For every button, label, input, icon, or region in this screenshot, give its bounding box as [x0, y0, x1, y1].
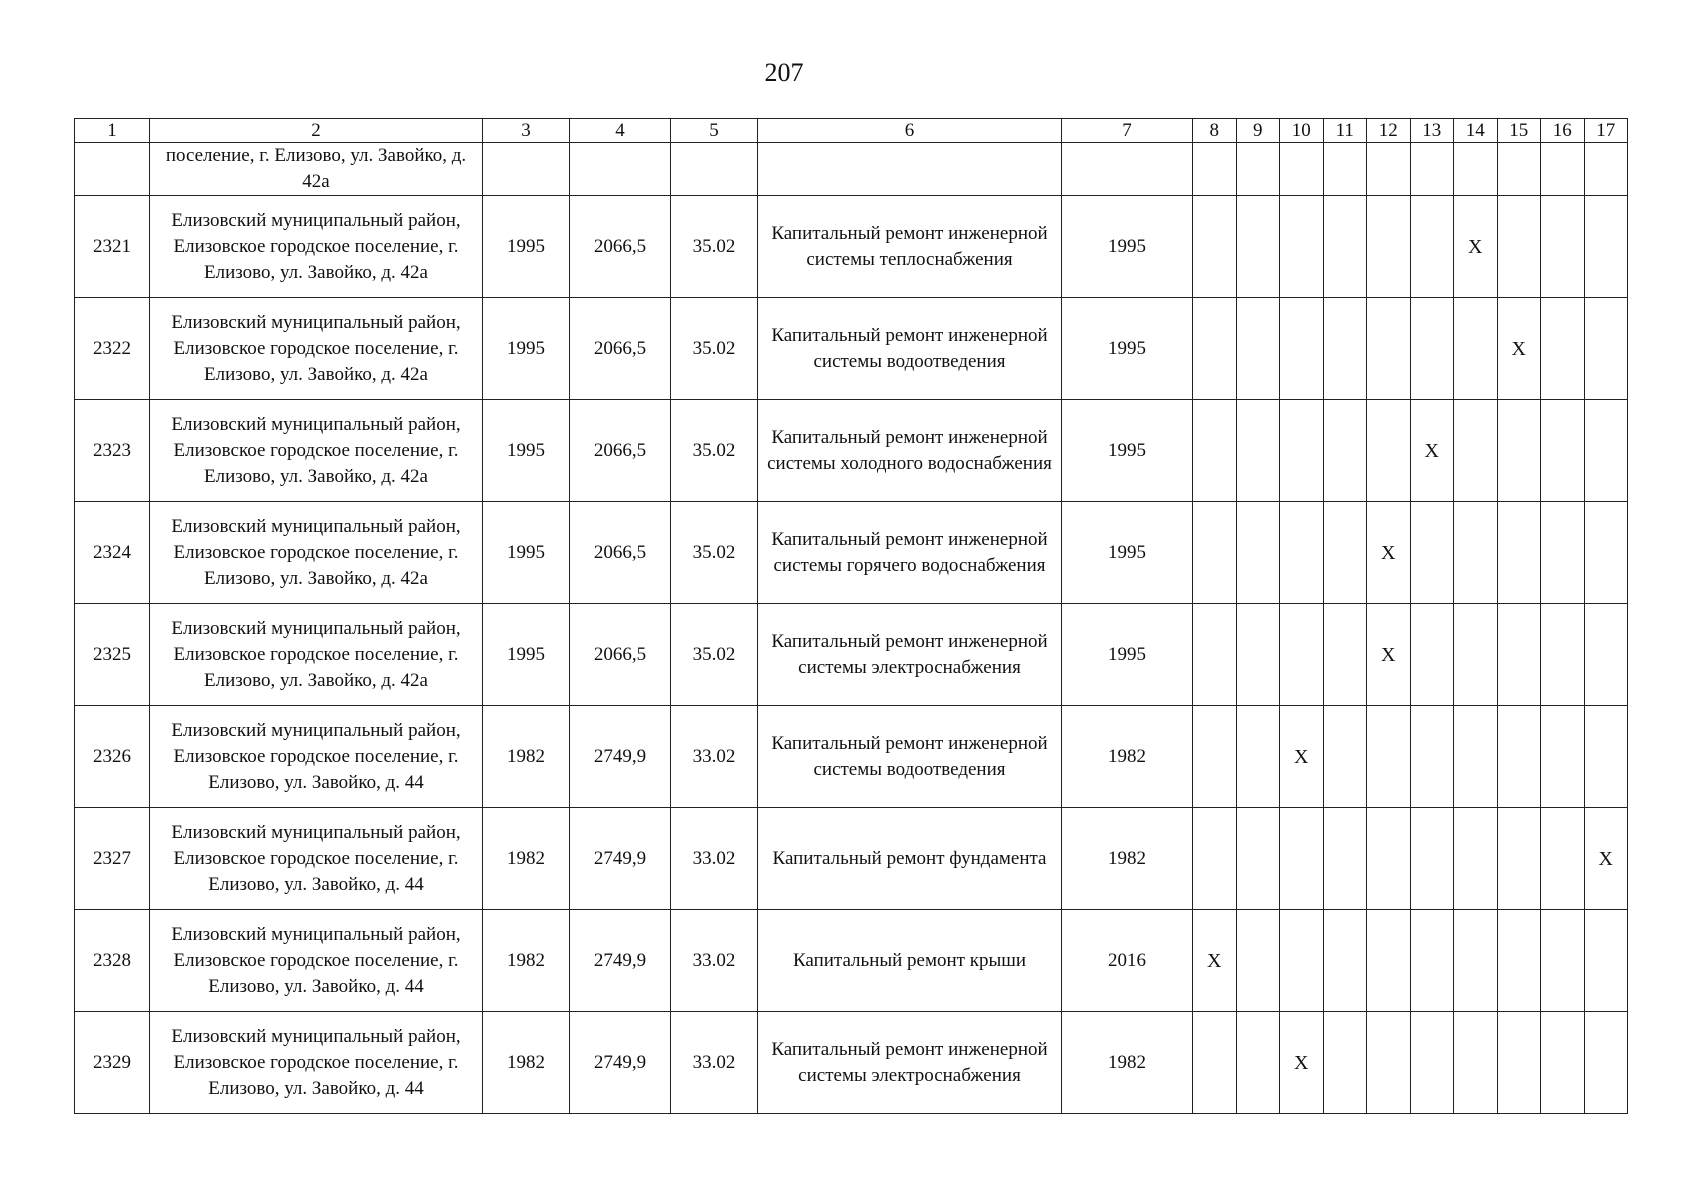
cell-empty	[1193, 604, 1237, 706]
cell-empty	[1584, 604, 1628, 706]
cell-build-year: 1982	[483, 808, 570, 910]
cell-empty	[1323, 143, 1367, 196]
column-header: 14	[1454, 119, 1498, 143]
table-row	[75, 502, 1628, 604]
table-row	[75, 298, 1628, 400]
cell-empty	[671, 143, 758, 196]
cell-work-type: Капитальный ремонт инженерной системы водоотведения	[758, 706, 1062, 808]
cell-empty	[1323, 502, 1367, 604]
column-header: 13	[1410, 119, 1454, 143]
cell-empty	[1584, 196, 1628, 298]
period-mark: X	[1367, 604, 1411, 706]
cell-work-type: Капитальный ремонт инженерной системы горячего водоснабжения	[758, 502, 1062, 604]
column-header: 8	[1193, 119, 1237, 143]
cell-wear-code: 33.02	[671, 910, 758, 1012]
cell-empty	[1497, 143, 1541, 196]
cell-build-year: 1982	[483, 910, 570, 1012]
column-header: 15	[1497, 119, 1541, 143]
cell-wear-code: 35.02	[671, 400, 758, 502]
cell-empty	[1497, 502, 1541, 604]
cell-empty	[1280, 400, 1324, 502]
cell-empty	[1280, 808, 1324, 910]
cell-empty	[1193, 1012, 1237, 1114]
cell-empty	[1236, 910, 1280, 1012]
cell-empty	[1193, 298, 1237, 400]
table-row	[75, 1012, 1628, 1114]
cell-address: Елизовский муниципальный район, Елизовское городское поселение, г. Елизово, ул. Завойко, д. 42а	[150, 400, 483, 502]
cell-empty	[1410, 808, 1454, 910]
cell-empty	[1584, 502, 1628, 604]
cell-empty	[1454, 298, 1498, 400]
cell-empty	[1541, 298, 1585, 400]
cell-work-type: Капитальный ремонт инженерной системы водоотведения	[758, 298, 1062, 400]
period-mark: X	[1280, 706, 1324, 808]
cell-work-type: Капитальный ремонт инженерной системы холодного водоснабжения	[758, 400, 1062, 502]
table-row	[75, 604, 1628, 706]
cell-empty	[1454, 1012, 1498, 1114]
cell-empty	[1541, 706, 1585, 808]
cell-address: Елизовский муниципальный район, Елизовское городское поселение, г. Елизово, ул. Завойко, д. 42а	[150, 196, 483, 298]
cell-build-year: 1995	[483, 604, 570, 706]
table-row	[75, 808, 1628, 910]
cell-work-type: Капитальный ремонт инженерной системы электроснабжения	[758, 604, 1062, 706]
cell-empty	[1280, 502, 1324, 604]
cell-work-year: 1995	[1062, 196, 1193, 298]
cell-area: 2749,9	[570, 910, 671, 1012]
cell-empty	[1541, 604, 1585, 706]
cell-empty	[1497, 604, 1541, 706]
cell-area: 2066,5	[570, 196, 671, 298]
cell-work-type: Капитальный ремонт крыши	[758, 910, 1062, 1012]
cell-address: Елизовский муниципальный район, Елизовское городское поселение, г. Елизово, ул. Завойко, д. 42а	[150, 604, 483, 706]
continuation-row	[75, 143, 1628, 196]
column-header: 17	[1584, 119, 1628, 143]
cell-area: 2749,9	[570, 808, 671, 910]
column-header: 4	[570, 119, 671, 143]
cell-empty	[1193, 502, 1237, 604]
period-mark: X	[1497, 298, 1541, 400]
cell-number: 2322	[75, 298, 150, 400]
cell-empty	[1410, 910, 1454, 1012]
cell-work-year: 1995	[1062, 400, 1193, 502]
cell-work-year: 1982	[1062, 808, 1193, 910]
cell-empty	[483, 143, 570, 196]
cell-number: 2329	[75, 1012, 150, 1114]
cell-empty	[1497, 196, 1541, 298]
cell-empty	[1584, 400, 1628, 502]
cell-address: Елизовский муниципальный район, Елизовское городское поселение, г. Елизово, ул. Завойко, д. 44	[150, 910, 483, 1012]
page-number: 207	[764, 58, 804, 87]
cell-empty	[1280, 196, 1324, 298]
cell-empty	[1367, 910, 1411, 1012]
cell-work-year: 1995	[1062, 604, 1193, 706]
cell-wear-code: 35.02	[671, 502, 758, 604]
cell-empty	[1323, 706, 1367, 808]
cell-empty	[1062, 143, 1193, 196]
cell-empty	[1367, 1012, 1411, 1114]
cell-empty	[1454, 502, 1498, 604]
cell-build-year: 1995	[483, 196, 570, 298]
table-row	[75, 400, 1628, 502]
cell-work-type: Капитальный ремонт инженерной системы электроснабжения	[758, 1012, 1062, 1114]
cell-number: 2326	[75, 706, 150, 808]
period-mark: X	[1454, 196, 1498, 298]
cell-empty	[758, 143, 1062, 196]
table-row	[75, 196, 1628, 298]
column-header: 11	[1323, 119, 1367, 143]
cell-empty	[1497, 1012, 1541, 1114]
register-table	[74, 118, 1628, 1114]
cell-empty	[1323, 808, 1367, 910]
period-mark: X	[1280, 1012, 1324, 1114]
period-mark: X	[1584, 808, 1628, 910]
cell-wear-code: 35.02	[671, 196, 758, 298]
cell-empty	[1323, 196, 1367, 298]
column-header: 5	[671, 119, 758, 143]
cell-empty	[1367, 400, 1411, 502]
cell-empty	[1584, 298, 1628, 400]
cell-empty	[1497, 808, 1541, 910]
cell-wear-code: 35.02	[671, 298, 758, 400]
cell-empty	[570, 143, 671, 196]
cell-empty	[1584, 143, 1628, 196]
cell-empty	[1541, 196, 1585, 298]
cell-empty	[1236, 400, 1280, 502]
table-row	[75, 706, 1628, 808]
cell-empty	[1323, 910, 1367, 1012]
cell-build-year: 1982	[483, 706, 570, 808]
cell-empty	[1367, 143, 1411, 196]
cell-no	[75, 143, 150, 196]
cell-empty	[1497, 706, 1541, 808]
cell-build-year: 1982	[483, 1012, 570, 1114]
cell-empty	[1410, 502, 1454, 604]
cell-work-year: 1995	[1062, 298, 1193, 400]
cell-work-year: 1982	[1062, 1012, 1193, 1114]
cell-area: 2066,5	[570, 400, 671, 502]
column-header: 3	[483, 119, 570, 143]
cell-empty	[1454, 400, 1498, 502]
cell-area: 2749,9	[570, 706, 671, 808]
cell-address: Елизовский муниципальный район, Елизовское городское поселение, г. Елизово, ул. Завойко, д. 44	[150, 808, 483, 910]
cell-area: 2066,5	[570, 502, 671, 604]
cell-build-year: 1995	[483, 298, 570, 400]
cell-empty	[1454, 808, 1498, 910]
cell-number: 2324	[75, 502, 150, 604]
cell-empty	[1410, 604, 1454, 706]
period-mark: X	[1410, 400, 1454, 502]
cell-empty	[1236, 196, 1280, 298]
cell-empty	[1541, 400, 1585, 502]
cell-wear-code: 33.02	[671, 1012, 758, 1114]
period-mark: X	[1367, 502, 1411, 604]
cell-empty	[1541, 910, 1585, 1012]
cell-work-year: 2016	[1062, 910, 1193, 1012]
cell-address: Елизовский муниципальный район, Елизовское городское поселение, г. Елизово, ул. Завойко, д. 42а	[150, 502, 483, 604]
cell-build-year: 1995	[483, 502, 570, 604]
cell-empty	[1584, 706, 1628, 808]
cell-empty	[1410, 143, 1454, 196]
cell-number: 2321	[75, 196, 150, 298]
cell-number: 2323	[75, 400, 150, 502]
cell-build-year: 1995	[483, 400, 570, 502]
cell-empty	[1193, 143, 1237, 196]
column-header: 16	[1541, 119, 1585, 143]
column-header: 12	[1367, 119, 1411, 143]
cell-empty	[1280, 143, 1324, 196]
cell-empty	[1367, 196, 1411, 298]
cell-work-year: 1982	[1062, 706, 1193, 808]
cell-empty	[1454, 910, 1498, 1012]
cell-work-year: 1995	[1062, 502, 1193, 604]
cell-empty	[1236, 604, 1280, 706]
cell-address: Елизовский муниципальный район, Елизовское городское поселение, г. Елизово, ул. Завойко, д. 42а	[150, 298, 483, 400]
cell-empty	[1236, 298, 1280, 400]
cell-empty	[1410, 1012, 1454, 1114]
cell-empty	[1454, 604, 1498, 706]
cell-empty	[1236, 1012, 1280, 1114]
cell-work-type: Капитальный ремонт инженерной системы теплоснабжения	[758, 196, 1062, 298]
cell-empty	[1541, 808, 1585, 910]
column-header: 10	[1280, 119, 1324, 143]
column-header: 2	[150, 119, 483, 143]
cell-area: 2066,5	[570, 604, 671, 706]
cell-empty	[1497, 400, 1541, 502]
cell-empty	[1323, 400, 1367, 502]
cell-empty	[1280, 910, 1324, 1012]
cell-area: 2066,5	[570, 298, 671, 400]
cell-number: 2325	[75, 604, 150, 706]
cell-empty	[1584, 1012, 1628, 1114]
cell-empty	[1497, 910, 1541, 1012]
cell-empty	[1193, 706, 1237, 808]
cell-empty	[1323, 1012, 1367, 1114]
cell-empty	[1280, 604, 1324, 706]
column-header: 9	[1236, 119, 1280, 143]
cell-empty	[1367, 706, 1411, 808]
cell-empty	[1584, 910, 1628, 1012]
header-row	[75, 119, 1628, 143]
cell-empty	[1410, 298, 1454, 400]
cell-empty	[1541, 1012, 1585, 1114]
cell-number: 2328	[75, 910, 150, 1012]
cell-wear-code: 33.02	[671, 808, 758, 910]
cell-empty	[1323, 604, 1367, 706]
cell-wear-code: 35.02	[671, 604, 758, 706]
cell-empty	[1454, 706, 1498, 808]
cell-empty	[1280, 298, 1324, 400]
cell-empty	[1410, 196, 1454, 298]
cell-empty	[1193, 196, 1237, 298]
cell-empty	[1236, 808, 1280, 910]
cell-address: Елизовский муниципальный район, Елизовское городское поселение, г. Елизово, ул. Завойко, д. 44	[150, 1012, 483, 1114]
column-header: 1	[75, 119, 150, 143]
cell-empty	[1367, 808, 1411, 910]
cell-area: 2749,9	[570, 1012, 671, 1114]
cell-number: 2327	[75, 808, 150, 910]
cell-work-type: Капитальный ремонт фундамента	[758, 808, 1062, 910]
cell-empty	[1541, 502, 1585, 604]
cell-empty	[1236, 143, 1280, 196]
cell-address: поселение, г. Елизово, ул. Завойко, д. 42а	[150, 143, 483, 196]
cell-wear-code: 33.02	[671, 706, 758, 808]
cell-empty	[1236, 502, 1280, 604]
cell-empty	[1541, 143, 1585, 196]
cell-empty	[1323, 298, 1367, 400]
cell-empty	[1236, 706, 1280, 808]
cell-empty	[1454, 143, 1498, 196]
cell-empty	[1193, 400, 1237, 502]
cell-empty	[1410, 706, 1454, 808]
table-row	[75, 910, 1628, 1012]
cell-empty	[1193, 808, 1237, 910]
column-header: 6	[758, 119, 1062, 143]
column-header: 7	[1062, 119, 1193, 143]
cell-address: Елизовский муниципальный район, Елизовское городское поселение, г. Елизово, ул. Завойко, д. 44	[150, 706, 483, 808]
cell-empty	[1367, 298, 1411, 400]
period-mark: X	[1193, 910, 1237, 1012]
